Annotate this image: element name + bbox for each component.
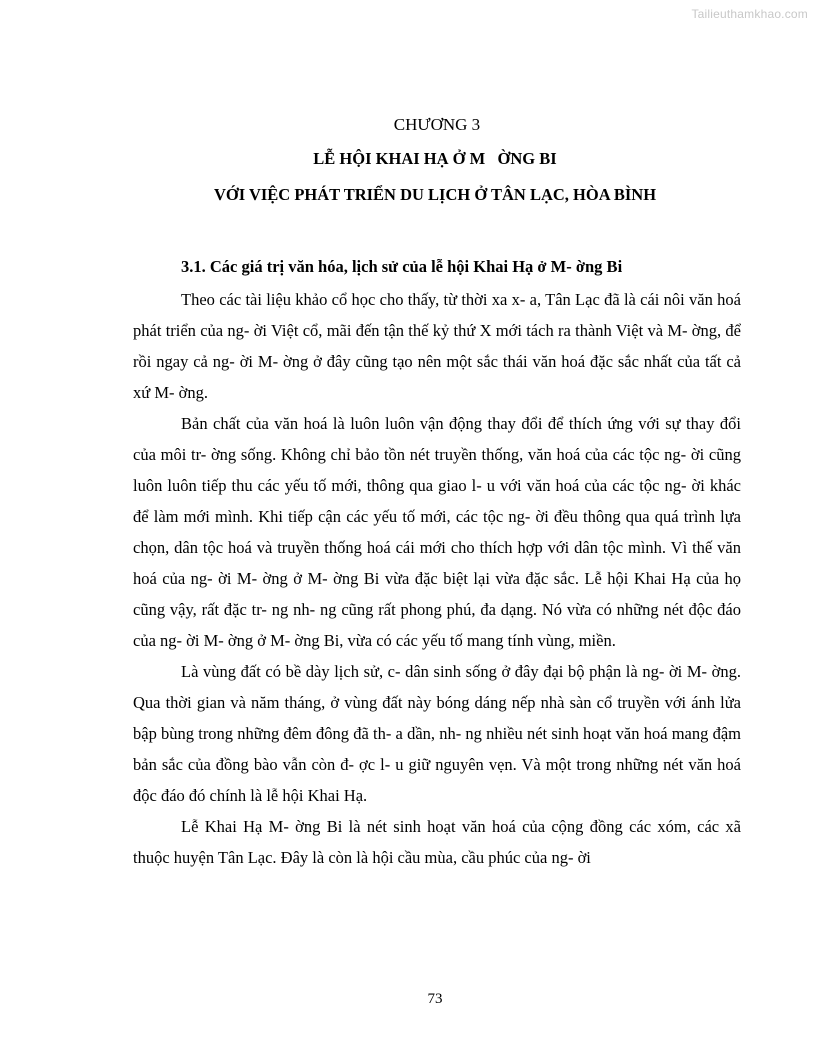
body-text (133, 284, 741, 873)
chapter-title-line-2: VỚI VIỆC PHÁT TRIỂN DU LỊCH Ở TÂN LẠC, HÒA BÌNH (213, 185, 657, 204)
watermark: Tailieuthamkhao.com (691, 7, 808, 21)
page-number: 73 (427, 991, 443, 1007)
chapter-label: CHƯƠNG 3 (393, 115, 481, 134)
section-heading: 3.1. Các giá trị văn hóa, lịch sử của lễ hội Khai Hạ ở M- ờng Bi (181, 257, 623, 276)
paragraph: Theo các tài liệu khảo cổ học cho thấy, từ thời xa x- a, Tân Lạc đã là cái nôi văn hoá phát triển của ng- ời Việt cổ, mãi đến tận thế kỷ thứ X mới tách ra thành Việt và M- ờng, để rồi ngay cả ng- ời M- ờng ở đây cũng tạo nên một sắc thái văn hoá đặc sắc nhất của tất cả xứ M- ờng. (133, 290, 741, 402)
paragraph: Lễ Khai Hạ M- ờng Bi là nét sinh hoạt văn hoá của cộng đồng các xóm, các xã thuộc huyện Tân Lạc. Đây là còn là hội cầu mùa, cầu phúc của ng- ời (133, 817, 741, 867)
paragraph: Là vùng đất có bề dày lịch sử, c- dân sinh sống ở đây đại bộ phận là ng- ời M- ờng. Qua thời gian và năm tháng, ở vùng đất này bóng dáng nếp nhà sàn cổ truyền với ánh lửa bập bùng trong những đêm đông đã th- a dần, nh- ng nhiều nét sinh hoạt văn hoá mang đậm bản sắc của đồng bào vẫn còn đ- ợc l- u giữ nguyên vẹn. Và một trong những nét văn hoá độc đáo đó chính là lễ hội Khai Hạ. (133, 662, 741, 805)
chapter-title-line-1: LỄ HỘI KHAI HẠ Ở M ỜNG BI (313, 149, 557, 168)
paragraph: Bản chất của văn hoá là luôn luôn vận động thay đổi để thích ứng với sự thay đổi của môi tr- ờng sống. Không chỉ bảo tồn nét truyền thống, văn hoá của các tộc ng- ời cũng luôn luôn tiếp thu các yếu tố mới, thông qua giao l- u với văn hoá của các tộc ng- ời khác để làm mới mình. Khi tiếp cận các yếu tố mới, các tộc ng- ời đều thông qua quá trình lựa chọn, dân tộc hoá và truyền thống hoá cái mới cho thích hợp với dân tộc mình. Vì thế văn hoá của ng- ời M- ờng ở M- ờng Bi vừa đặc biệt lại vừa đặc sắc. Lễ hội Khai Hạ của họ cũng vậy, rất đặc tr- ng nh- ng cũng rất phong phú, đa dạng. Nó vừa có những nét độc đáo của ng- ời M- ờng ở M- ờng Bi, vừa có các yếu tố mang tính vùng, miền. (133, 414, 741, 650)
